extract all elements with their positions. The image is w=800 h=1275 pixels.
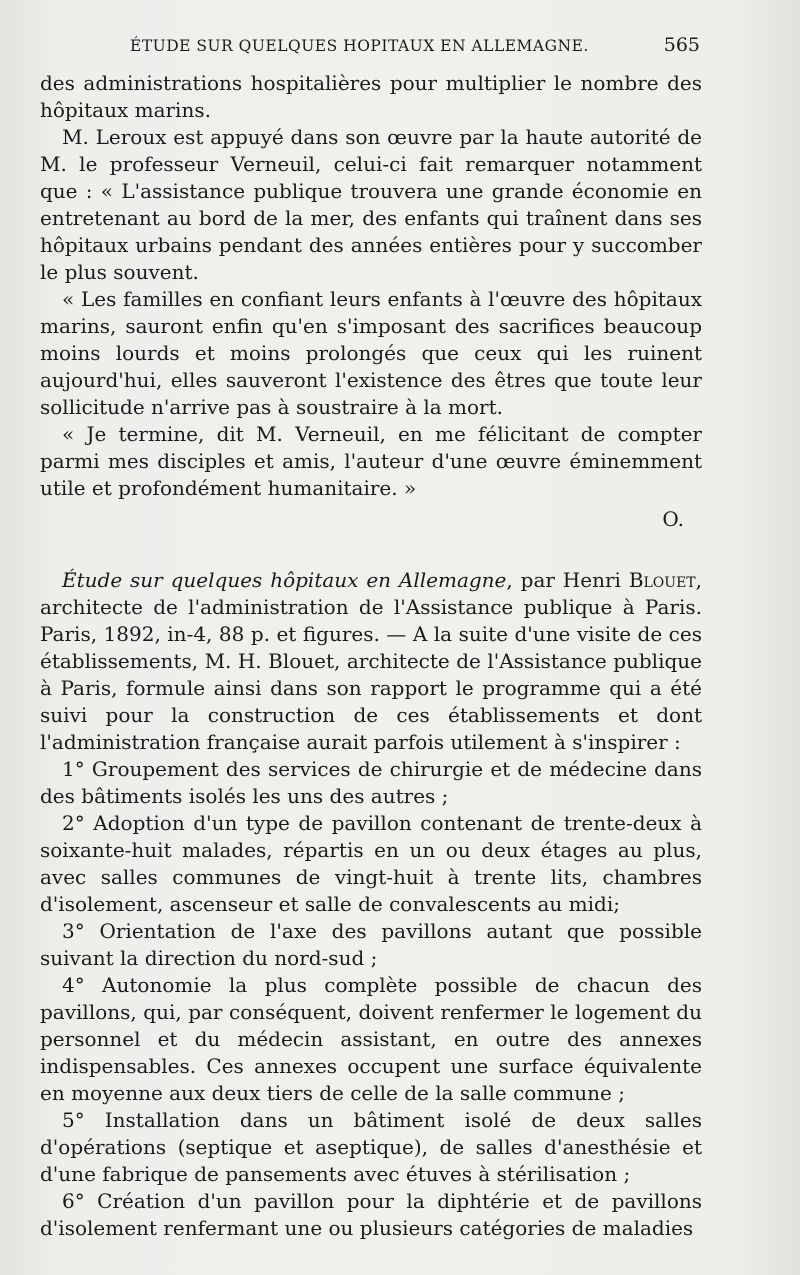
- book-title: Étude sur quelques hôpitaux en Allemagne: [62, 568, 507, 592]
- paragraph-familles: « Les familles en confiant leurs enfants à l'œuvre des hôpitaux marins, sauront enfin qu'en s'imposant des sacrifices beaucoup moins lourds et moins prolongés que ceux qui les ruinent aujourd'hui, elles sauveront l'existence des êtres que toute leur sollicitude n'arrive pas à soustraire à la mort.: [40, 287, 702, 419]
- running-title: ÉTUDE SUR QUELQUES HOPITAUX EN ALLEMAGNE.: [130, 37, 589, 55]
- list-item: 3° Orientation de l'axe des pavillons autant que possible suivant la direction du nord-sud ;: [40, 919, 702, 970]
- review-body: , architecte de l'administration de l'Assistance publique à Paris. Paris, 1892, in-4, 88 p. et figures. — A la suite d'une visite de ces établissements, M. H. Blouet, architecte de l'Assistance publique à Paris, formule ainsi dans son rapport le programme qui a été suivi pour la construction de ces établissements et dont l'administration française aurait parfois utilement à s'inspirer :: [40, 568, 702, 754]
- page-number: 565: [663, 34, 700, 56]
- list-item: 1° Groupement des services de chirurgie et de médecine dans des bâtiments isolés les uns des autres ;: [40, 757, 702, 808]
- running-header: [130, 34, 700, 56]
- list-item: 2° Adoption d'un type de pavillon contenant de trente-deux à soixante-huit malades, répartis en un ou deux étages au plus, avec salles communes de vingt-huit à trente lits, chambres d'isolement, ascenseur et salle de convalescents au midi;: [40, 811, 702, 916]
- review-paragraph: [40, 567, 702, 756]
- paragraph-verneuil: « Je termine, dit M. Verneuil, en me félicitant de compter parmi mes disciples et amis, l'auteur d'une œuvre éminemment utile et profondément humanitaire. »: [40, 422, 702, 500]
- list-item: 6° Création d'un pavillon pour la diphtérie et de pavillons d'isolement renfermant une ou plusieurs catégories de maladies: [40, 1189, 702, 1240]
- review-signature: O.: [662, 507, 684, 531]
- paragraph-leroux: M. Leroux est appuyé dans son œuvre par la haute autorité de M. le professeur Verneuil, celui-ci fait remarquer notamment que : « L'assistance publique trouvera une grande économie en entretenant au bord de la mer, des enfants qui traînent dans ses hôpitaux urbains pendant des années entières pour y succomber le plus souvent.: [40, 125, 702, 284]
- paragraph-continuation: des administrations hospitalières pour multiplier le nombre des hôpitaux marins.: [40, 71, 702, 122]
- body-text: [40, 70, 702, 1242]
- review-by: , par Henri: [506, 568, 629, 592]
- author-surname: Blouet: [628, 568, 696, 592]
- section-gap: [40, 533, 702, 567]
- list-item: 4° Autonomie la plus complète possible de chacun des pavillons, qui, par conséquent, doivent renfermer le logement du personnel et du médecin assistant, en outre des annexes indispensables. Ces annexes occupent une surface équivalente en moyenne aux deux tiers de celle de la salle commune ;: [40, 973, 702, 1105]
- list-item: 5° Installation dans un bâtiment isolé de deux salles d'opérations (septique et aseptique), de salles d'anesthésie et d'une fabrique de pansements avec étuves à stérilisation ;: [40, 1108, 702, 1186]
